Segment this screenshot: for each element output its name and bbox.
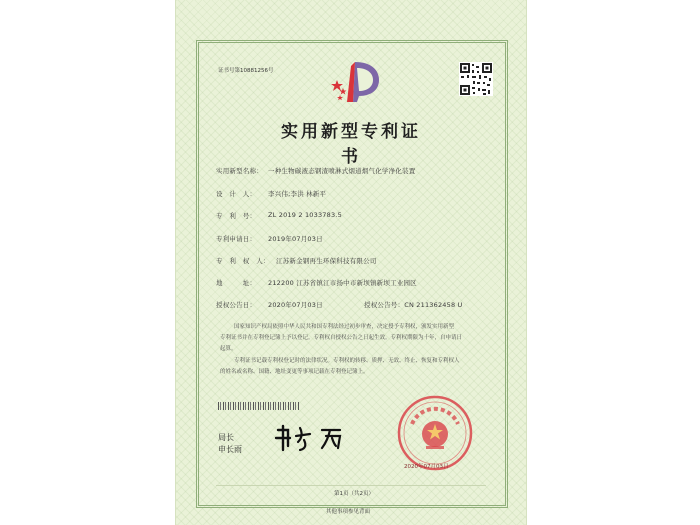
patent-certificate [175, 0, 527, 525]
director-title: 局长 [218, 433, 234, 442]
seal-date: 2020年07月03日 [404, 464, 449, 470]
certificate-number: 证书号第10881256号 [218, 68, 274, 74]
field-filing-date-value: 2019年07月03日 [268, 235, 323, 243]
field-grant-date-label: 授权公告日： [216, 301, 257, 309]
field-address-label: 地 址： [216, 279, 257, 287]
field-patentee-value: 江苏新金钢再生环保科技有限公司 [276, 257, 377, 265]
director-name: 申长雨 [218, 445, 242, 454]
field-patent-number-label: 专 利 号： [216, 212, 257, 220]
field-patentee-label: 专 利 权 人： [216, 257, 270, 265]
barcode-icon [218, 402, 300, 410]
field-filing-date-label: 专利申请日： [216, 235, 257, 243]
body-paragraph-line: 起算。 [220, 346, 237, 352]
field-address-value: 212200 江苏省镇江市扬中市新坝镇新坝工业园区 [268, 279, 417, 287]
page-footer: 第1页（共2页） [334, 491, 374, 497]
bottom-note: 其他事项参见背面 [326, 509, 371, 515]
field-grant-number: 授权公告号：CN 211362458 U [364, 301, 463, 309]
official-seal-icon [396, 394, 474, 472]
certificate-title: 实用新型专利证书 [281, 122, 421, 167]
body-paragraph-line: 的姓名或名称、国籍、地址变更等事项记载在专利登记簿上。 [220, 369, 369, 375]
field-designer-label: 设 计 人： [216, 190, 257, 198]
field-utility-name-value: 一种生物碳液态钢渣喷淋式烟道烟气化学净化装置 [268, 167, 416, 175]
director-signature [274, 422, 366, 452]
field-grant-date-value: 2020年07月03日 [268, 301, 323, 309]
body-paragraph-line: 专利证书并在专利登记簿上予以登记。专利权自授权公告之日起生效。专利权期限为十年，自申请日 [220, 335, 463, 341]
footer-divider [216, 485, 486, 486]
field-designer-value: 李兴伟;李洪 林新平 [268, 190, 327, 198]
qr-code-icon [459, 62, 493, 96]
field-patent-number-value: ZL 2019 2 1033783.5 [268, 211, 342, 219]
body-paragraph-line: 专利证书记载专利权登记时的法律状况。专利权的转移、质押、无效、终止、恢复和专利权人 [234, 358, 460, 364]
field-utility-name-label: 实用新型名称： [216, 167, 263, 175]
patent-office-logo-icon [331, 58, 383, 104]
body-paragraph-line: 国家知识产权局依照中华人民共和国专利法经过初步审查，决定授予专利权，颁发实用新型 [234, 324, 455, 330]
